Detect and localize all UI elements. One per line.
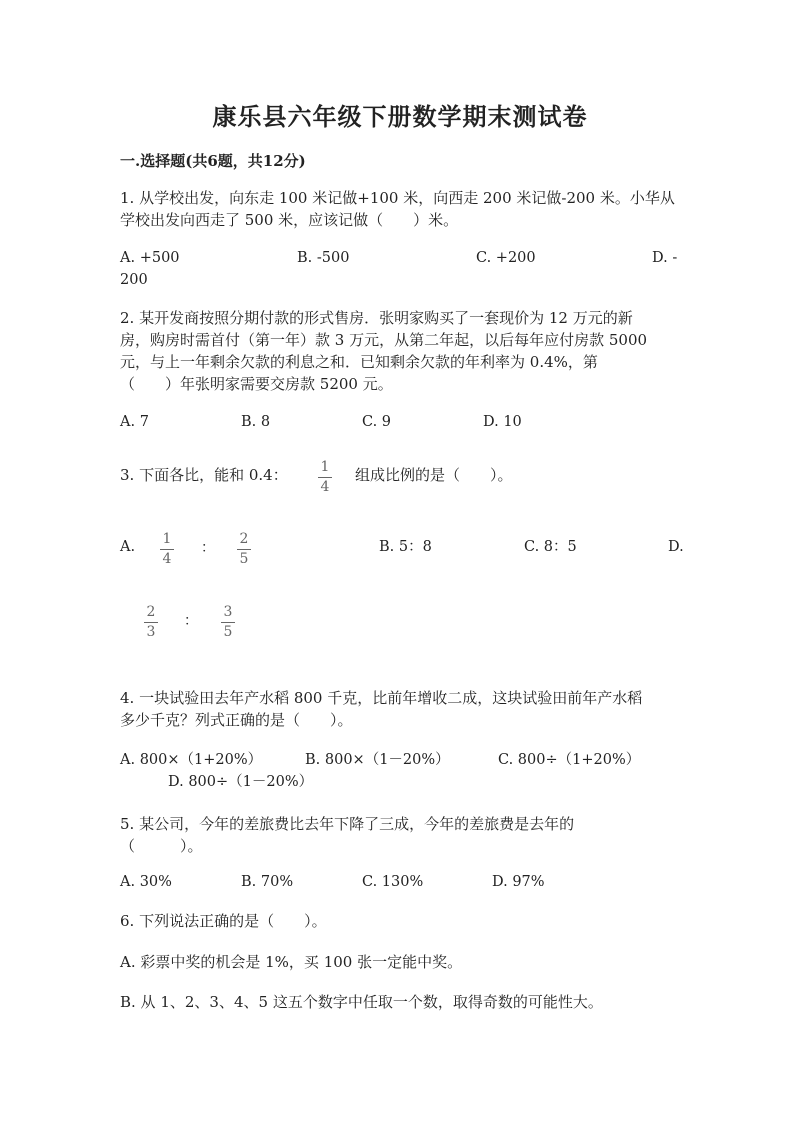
- question-1-option-a: A. +500: [120, 250, 180, 266]
- question-6-option-a: A. 彩票中奖的机会是 1%，买 100 张一定能中奖。: [120, 953, 463, 971]
- question-3-option-a-colon: ：: [201, 540, 215, 556]
- question-3-option-a-fraction-1: [157, 531, 177, 568]
- question-1-option-d: D. -: [652, 250, 678, 266]
- question-3-option-b: B. 5：8: [379, 539, 432, 555]
- question-4-line-1: 4. 一块试验田去年产水稻 800 千克，比前年增收二成，这块试验田前年产水稻: [120, 689, 643, 707]
- question-5-line-2: （ ）。: [120, 837, 203, 855]
- question-4-option-c: C. 800÷（1+20%）: [498, 752, 641, 768]
- question-4-line-2: 多少千克？列式正确的是（ ）。: [120, 711, 353, 729]
- fraction-bar: [160, 549, 174, 550]
- fraction-denominator: 4: [320, 479, 330, 495]
- question-1-line-1: 1. 从学校出发，向东走 100 米记做+100 米，向西走 200 米记做-200 米。小华从: [120, 189, 675, 207]
- question-2-option-d: D. 10: [483, 414, 522, 430]
- question-2-option-a: A. 7: [120, 414, 149, 430]
- fraction-denominator: 5: [223, 624, 233, 640]
- fraction-denominator: 3: [146, 624, 156, 640]
- section-heading: 一.选择题(共6题，共12分): [120, 152, 306, 170]
- fraction-denominator: 4: [162, 551, 172, 567]
- question-2-line-1: 2. 某开发商按照分期付款的形式售房．张明家购买了一套现价为 12 万元的新: [120, 309, 633, 327]
- question-2-line-2: 房，购房时需首付（第一年）款 3 万元，从第二年起，以后每年应付房款 5000: [120, 331, 648, 349]
- fraction-numerator: 2: [239, 531, 249, 547]
- question-1-line-2: 学校出发向西走了 500 米，应该记做（ ）米。: [120, 211, 459, 229]
- page-title: 康乐县六年级下册数学期末测试卷: [212, 102, 588, 131]
- question-3-option-d-fraction-2: [218, 604, 238, 641]
- question-1-option-d-cont: 200: [120, 272, 148, 288]
- question-6-option-b: B. 从 1、2、3、4、5 这五个数字中任取一个数，取得奇数的可能性大。: [120, 993, 603, 1011]
- fraction-bar: [318, 477, 332, 478]
- question-3-option-d-colon: ：: [184, 613, 198, 629]
- question-5-option-c: C. 130%: [362, 874, 424, 890]
- question-1-option-c: C. +200: [476, 250, 536, 266]
- fraction-numerator: 3: [223, 604, 233, 620]
- question-1-option-b: B. -500: [297, 250, 350, 266]
- question-4-option-d: D. 800÷（1－20%）: [168, 774, 314, 790]
- question-3-stem-before: 3. 下面各比，能和 0.4：: [120, 466, 288, 484]
- question-5-option-d: D. 97%: [492, 874, 545, 890]
- fraction-numerator: 2: [146, 604, 156, 620]
- question-3-option-a-label: A.: [120, 539, 136, 555]
- question-3-option-a-fraction-2: [234, 531, 254, 568]
- fraction-bar: [221, 622, 235, 623]
- question-2-option-c: C. 9: [362, 414, 392, 430]
- question-6-stem: 6. 下列说法正确的是（ ）。: [120, 912, 327, 930]
- question-5-option-a: A. 30%: [120, 874, 172, 890]
- fraction-bar: [144, 622, 158, 623]
- question-3-stem-after: 组成比例的是（ ）。: [355, 466, 513, 484]
- question-5-line-1: 5. 某公司，今年的差旅费比去年下降了三成，今年的差旅费是去年的: [120, 815, 575, 833]
- question-3-option-c: C. 8：5: [524, 539, 577, 555]
- question-2-line-3: 元，与上一年剩余欠款的利息之和．已知剩余欠款的年利率为 0.4%，第: [120, 353, 598, 371]
- question-3-option-d-fraction-1: [141, 604, 161, 641]
- fraction-numerator: 1: [162, 531, 172, 547]
- question-2-line-4: （ ）年张明家需要交房款 5200 元。: [120, 375, 393, 393]
- fraction-bar: [237, 549, 251, 550]
- fraction-denominator: 5: [239, 551, 249, 567]
- question-2-option-b: B. 8: [241, 414, 271, 430]
- question-4-option-a: A. 800×（1+20%）: [120, 752, 263, 768]
- fraction-numerator: 1: [320, 459, 330, 475]
- question-4-option-b: B. 800×（1－20%）: [305, 752, 450, 768]
- question-3-stem-fraction: [315, 459, 335, 496]
- question-5-option-b: B. 70%: [241, 874, 294, 890]
- question-3-option-d-label: D.: [668, 539, 684, 555]
